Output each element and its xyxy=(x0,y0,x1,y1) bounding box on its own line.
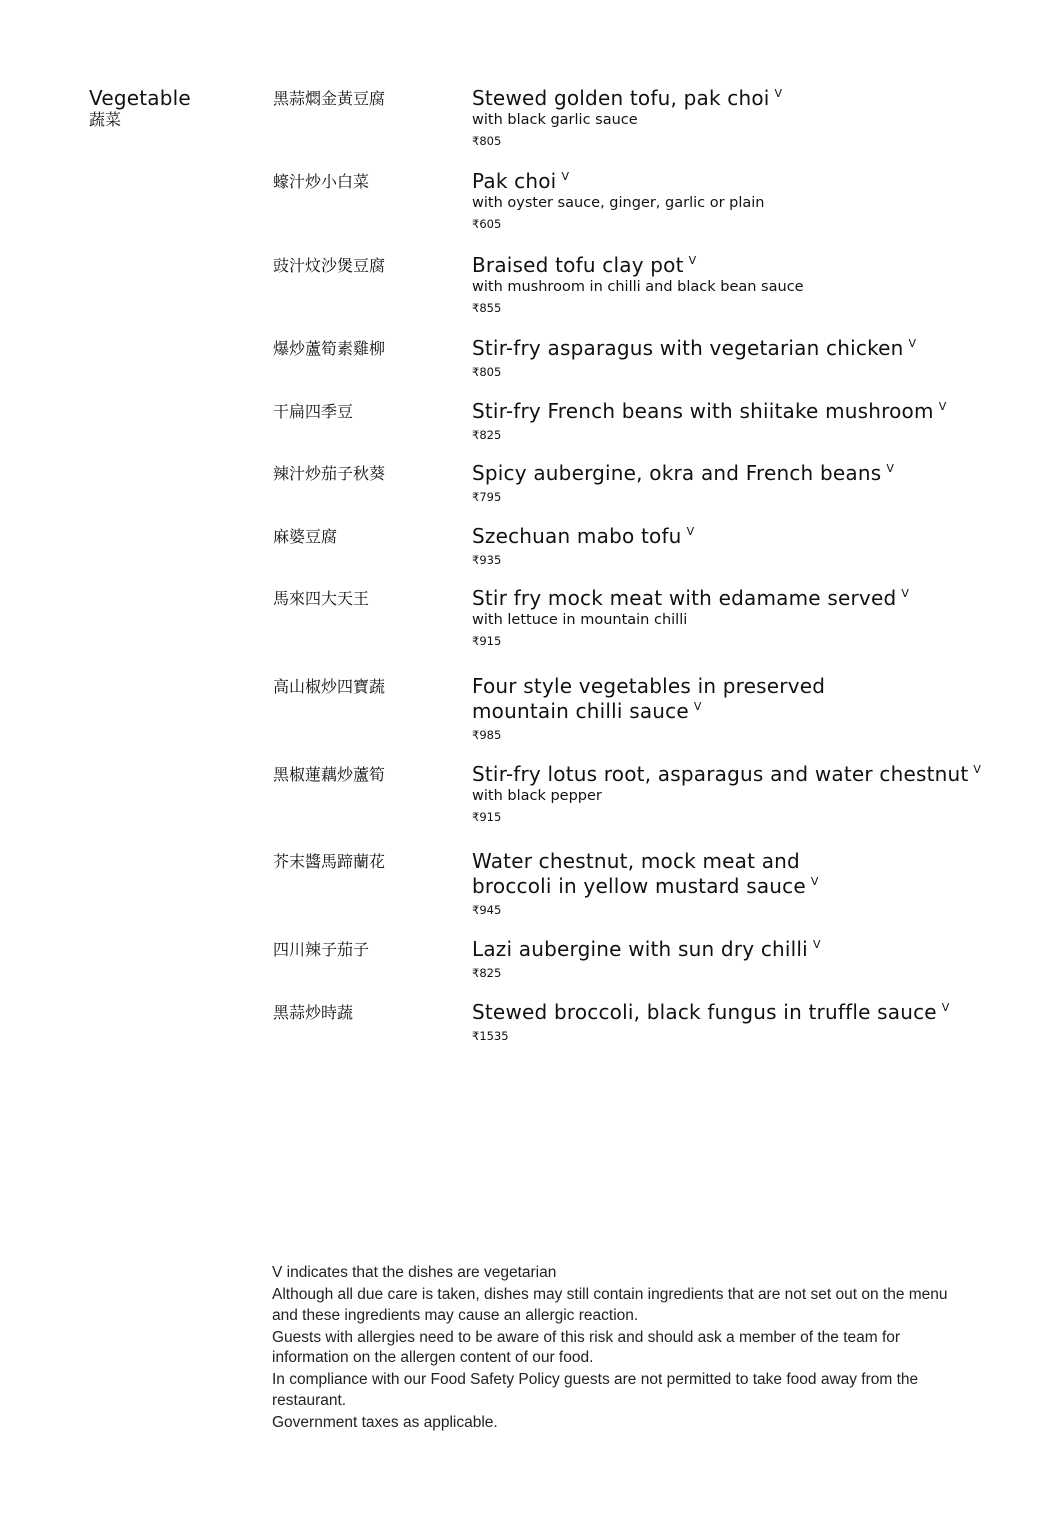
dish-price: ₹825 xyxy=(472,966,502,980)
vegetarian-mark: V xyxy=(901,587,910,601)
menu-item xyxy=(0,1000,1063,1045)
dish-description: with black pepper xyxy=(472,788,602,804)
vegetarian-mark: V xyxy=(886,462,895,476)
dish-details xyxy=(472,1000,950,1045)
dish-name-line: Stir-fry asparagus with vegetarian chicken $^V$ xyxy=(472,336,917,360)
vegetarian-mark: V xyxy=(973,763,982,777)
dish-name-line: Lazi aubergine with sun dry chilli $^V$ xyxy=(472,937,821,961)
menu-item xyxy=(0,937,1063,982)
dish-name-zh: 干扁四季豆 xyxy=(273,402,354,421)
dish-name-en xyxy=(472,253,804,278)
vegetarian-mark: V xyxy=(812,938,821,952)
dish-name-line: Spicy aubergine, okra and French beans $^V$ xyxy=(472,461,895,485)
dish-name-en xyxy=(472,762,981,787)
dish-name-zh: 黑蒜炒時蔬 xyxy=(273,1003,354,1022)
dish-price: ₹1535 xyxy=(472,1029,509,1043)
dish-price: ₹805 xyxy=(472,134,502,148)
dish-name-line: Stir-fry lotus root, asparagus and water chestnut $^V$ xyxy=(472,762,982,786)
dish-name-en xyxy=(472,399,946,424)
dish-price: ₹855 xyxy=(472,301,502,315)
dish-name-line: Water chestnut, mock meat and xyxy=(472,849,800,873)
dish-name-zh: 芥末醬馬蹄蘭花 xyxy=(273,852,386,871)
dish-description: with lettuce in mountain chilli xyxy=(472,612,688,628)
note-line: In compliance with our Food Safety Policy guests are not permitted to take food away from the restaurant. xyxy=(272,1371,919,1409)
dish-name-zh: 麻婆豆腐 xyxy=(273,527,338,546)
dish-name-zh: 高山椒炒四寶蔬 xyxy=(273,677,386,696)
dish-details xyxy=(472,524,694,569)
menu-item xyxy=(0,461,1063,506)
vegetarian-mark: V xyxy=(688,254,697,268)
dish-price: ₹915 xyxy=(472,634,502,648)
vegetarian-mark: V xyxy=(774,87,783,101)
menu-item xyxy=(0,399,1063,444)
dish-name-line: Stewed golden tofu, pak choi $^V$ xyxy=(472,86,783,110)
dish-name-en xyxy=(472,849,819,899)
dish-name-en xyxy=(472,1000,950,1025)
dish-name-zh: 黑椒蓮藕炒蘆筍 xyxy=(273,765,386,784)
dish-price: ₹945 xyxy=(472,903,502,917)
dish-details xyxy=(472,169,765,233)
menu-item xyxy=(0,86,1063,150)
dish-name-zh: 爆炒蘆筍素雞柳 xyxy=(273,339,386,358)
vegetarian-mark: V xyxy=(693,700,702,714)
dish-name-line: Stir-fry French beans with shiitake mushroom $^V$ xyxy=(472,399,947,423)
dish-price: ₹935 xyxy=(472,553,502,567)
dish-name-line: mountain chilli sauce $^V$ xyxy=(472,699,702,723)
dish-price: ₹825 xyxy=(472,428,502,442)
dish-name-line: Stir fry mock meat with edamame served $^V$ xyxy=(472,586,910,610)
dish-name-en xyxy=(472,586,909,611)
menu-item xyxy=(0,336,1063,381)
dish-name-line: Braised tofu clay pot $^V$ xyxy=(472,253,697,277)
dish-name-en xyxy=(472,674,825,724)
menu-item xyxy=(0,849,1063,919)
dish-name-zh: 四川辣子茄子 xyxy=(273,940,370,959)
dish-details xyxy=(472,86,782,150)
dish-details xyxy=(472,461,894,506)
dish-details xyxy=(472,762,981,826)
menu-item xyxy=(0,253,1063,317)
dish-name-line: Pak choi $^V$ xyxy=(472,169,570,193)
dish-details xyxy=(472,849,819,919)
dish-price: ₹795 xyxy=(472,490,502,504)
dish-name-line: broccoli in yellow mustard sauce $^V$ xyxy=(472,874,819,898)
dish-details xyxy=(472,336,916,381)
note-line: V indicates that the dishes are vegetarian xyxy=(272,1264,557,1281)
dish-name-en xyxy=(472,461,894,486)
menu-item xyxy=(0,524,1063,569)
dish-description: with oyster sauce, ginger, garlic or plain xyxy=(472,195,765,211)
note-line: Although all due care is taken, dishes may still contain ingredients that are not set out on the menu and these ingredients may cause an allergic reaction. xyxy=(272,1286,948,1324)
menu-item xyxy=(0,586,1063,650)
section-title-zh: 蔬菜 xyxy=(89,110,122,129)
dish-name-en xyxy=(472,524,694,549)
vegetarian-mark: V xyxy=(686,525,695,539)
dish-name-line: Stewed broccoli, black fungus in truffle sauce $^V$ xyxy=(472,1000,950,1024)
dish-description: with black garlic sauce xyxy=(472,112,638,128)
dish-name-en xyxy=(472,336,916,361)
dish-name-line: Four style vegetables in preserved xyxy=(472,674,826,698)
dish-details xyxy=(472,586,909,650)
menu-item xyxy=(0,762,1063,826)
dish-name-en xyxy=(472,169,765,194)
vegetarian-mark: V xyxy=(810,875,819,889)
note-line: Government taxes as applicable. xyxy=(272,1413,498,1431)
dish-name-zh: 豉汁炆沙煲豆腐 xyxy=(273,256,386,275)
section-title-en: Vegetable xyxy=(89,86,191,110)
dish-name-line: Szechuan mabo tofu $^V$ xyxy=(472,524,695,548)
dish-name-en xyxy=(472,937,821,962)
dish-price: ₹605 xyxy=(472,217,502,231)
dish-name-zh: 馬來四大天王 xyxy=(273,589,370,608)
dish-description: with mushroom in chilli and black bean sauce xyxy=(472,279,804,295)
dish-details xyxy=(472,253,804,317)
dish-details xyxy=(472,674,825,744)
dish-name-en xyxy=(472,86,782,111)
dish-price: ₹805 xyxy=(472,365,502,379)
dish-details xyxy=(472,937,821,982)
dish-price: ₹985 xyxy=(472,728,502,742)
dish-details xyxy=(472,399,946,444)
vegetarian-mark: V xyxy=(908,337,917,351)
note-line: Guests with allergies need to be aware of this risk and should ask a member of the team for information on the allergen content of our food. xyxy=(272,1328,901,1366)
menu-notes xyxy=(272,1263,962,1435)
dish-price: ₹915 xyxy=(472,810,502,824)
vegetarian-mark: V xyxy=(561,170,570,184)
dish-name-zh: 辣汁炒茄子秋葵 xyxy=(273,464,386,483)
menu-item xyxy=(0,169,1063,233)
dish-name-zh: 蠔汁炒小白菜 xyxy=(273,172,370,191)
menu-item xyxy=(0,674,1063,744)
vegetarian-mark: V xyxy=(938,400,947,414)
dish-name-zh: 黑蒜燜金黃豆腐 xyxy=(273,89,386,108)
vegetarian-mark: V xyxy=(941,1001,950,1015)
